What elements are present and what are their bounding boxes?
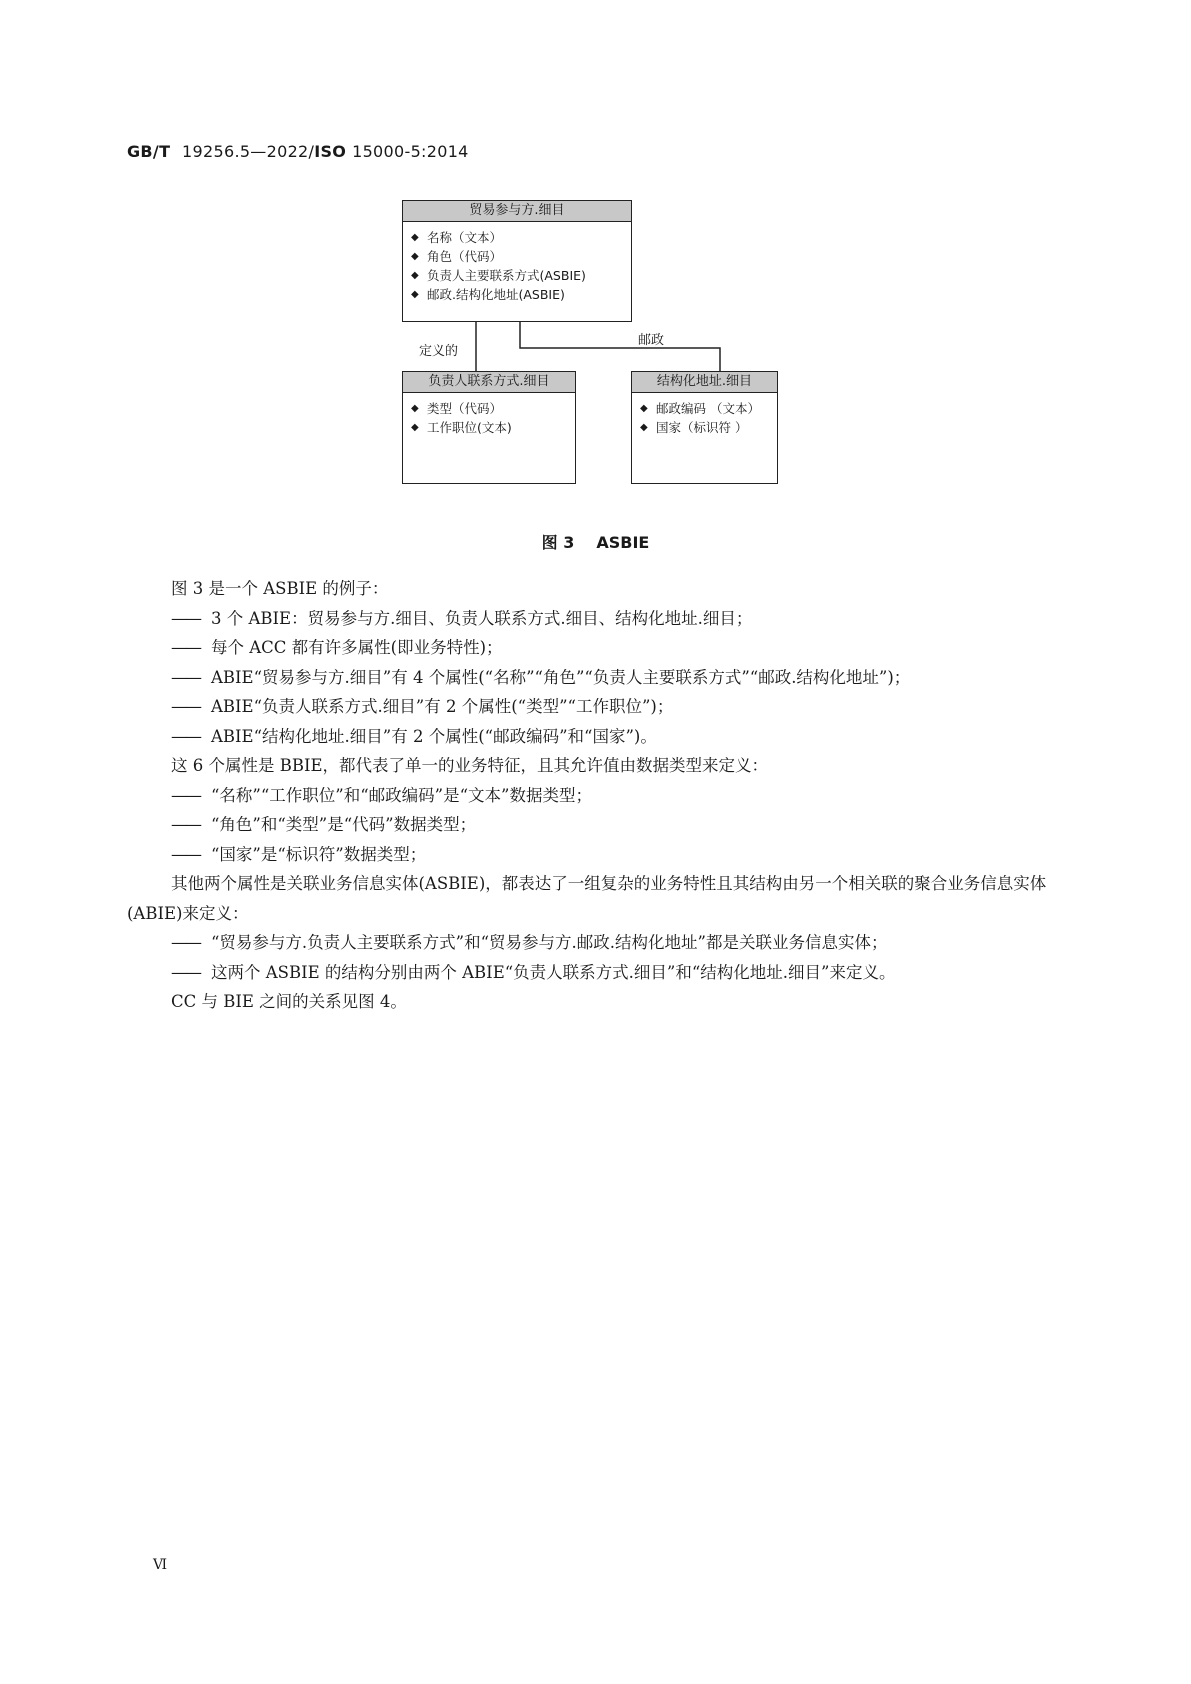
uml-attribute-text: 邮政.结构化地址(ASBIE) <box>427 287 565 302</box>
uml-box-address <box>631 371 778 484</box>
uml-attribute <box>411 399 575 418</box>
list-dash: —— <box>171 962 200 982</box>
paragraph: 图 3 是一个 ASBIE 的例子： <box>171 579 389 598</box>
uml-attribute-text: 名称（文本） <box>427 230 503 245</box>
header-prefix: GB/T <box>127 142 171 161</box>
list-dash: —— <box>171 608 200 628</box>
list-item-text: ABIE“负责人联系方式.细目”有 2 个属性(“类型”“工作职位”)； <box>211 697 674 716</box>
bullet-icon: ◆ <box>411 289 419 300</box>
bullet-icon: ◆ <box>640 422 648 433</box>
paragraph: CC 与 BIE 之间的关系见图 4。 <box>171 992 407 1011</box>
uml-attribute-text: 邮政编码 （文本） <box>656 401 760 416</box>
uml-attribute-list <box>403 222 631 304</box>
uml-attribute-text: 工作职位(文本) <box>427 420 512 435</box>
list-item <box>127 928 1059 958</box>
uml-attribute-text: 角色（代码） <box>427 249 503 264</box>
list-dash: —— <box>171 638 200 657</box>
connector-postal <box>520 321 720 371</box>
list-item-text: “名称”“工作职位”和“邮政编码”是“文本”数据类型； <box>211 785 592 805</box>
uml-attribute-list <box>403 393 575 437</box>
uml-attribute-text: 类型（代码） <box>427 401 503 416</box>
header-iso-number: 15000-5:2014 <box>352 142 469 161</box>
list-dash: —— <box>171 815 200 834</box>
list-item-text: “贸易参与方.负责人主要联系方式”和“贸易参与方.邮政.结构化地址”都是关联业务信息实体； <box>211 933 888 952</box>
bullet-icon: ◆ <box>640 403 648 414</box>
paragraph: 这 6 个属性是 BBIE，都代表了单一的业务特征，且其允许值由数据类型来定义： <box>171 756 769 775</box>
uml-box-title: 贸易参与方.细目 <box>403 201 631 222</box>
list-item <box>127 722 1059 752</box>
list-dash: —— <box>171 844 200 864</box>
page-number: Ⅵ <box>153 1557 168 1573</box>
bullet-icon: ◆ <box>411 422 419 433</box>
uml-box-contact <box>402 371 576 484</box>
list-dash: —— <box>171 726 200 746</box>
uml-attribute <box>411 418 575 437</box>
header-iso: ISO <box>314 142 347 161</box>
list-item-text: 这两个 ASBIE 的结构分别由两个 ABIE“负责人联系方式.细目”和“结构化地址.细目”来定义。 <box>211 962 896 982</box>
uml-attribute-text: 国家（标识符 ） <box>656 420 748 435</box>
uml-attribute <box>411 247 631 266</box>
uml-attribute-text: 负责人主要联系方式(ASBIE) <box>427 268 586 283</box>
body-text <box>127 574 1059 1017</box>
list-item-text: “国家”是“标识符”数据类型； <box>211 844 427 864</box>
uml-attribute <box>411 266 631 285</box>
list-dash: —— <box>171 785 200 805</box>
list-item <box>127 604 1059 634</box>
uml-box-title: 负责人联系方式.细目 <box>403 372 575 393</box>
uml-attribute <box>640 399 777 418</box>
role-label-defined: 定义的 <box>419 344 459 359</box>
list-item-text: ABIE“结构化地址.细目”有 2 个属性(“邮政编码”和“国家”)。 <box>211 726 657 746</box>
figure-caption <box>0 530 1191 553</box>
bullet-icon: ◆ <box>411 251 419 262</box>
list-item-text: 3 个 ABIE：贸易参与方.细目、负责人联系方式.细目、结构化地址.细目； <box>211 608 753 628</box>
uml-box-trade-party <box>402 200 632 322</box>
list-item <box>127 958 1059 988</box>
bullet-icon: ◆ <box>411 403 419 414</box>
list-item <box>127 633 1059 663</box>
list-item <box>127 692 1059 722</box>
paragraph: 其他两个属性是关联业务信息实体(ASBIE)，都表达了一组复杂的业务特性且其结构由另一个相关联的聚合业务信息实体(ABIE)来定义： <box>127 874 1047 923</box>
uml-box-title: 结构化地址.细目 <box>632 372 777 393</box>
list-item <box>127 781 1059 811</box>
uml-attribute <box>411 228 631 247</box>
list-item <box>127 840 1059 870</box>
bullet-icon: ◆ <box>411 232 419 243</box>
list-item-text: 每个 ACC 都有许多属性(即业务特性)； <box>211 638 503 657</box>
list-dash: —— <box>171 667 200 687</box>
uml-attribute <box>640 418 777 437</box>
figure-number: 图 3 <box>541 533 575 552</box>
uml-attribute <box>411 285 631 304</box>
list-item-text: ABIE“贸易参与方.细目”有 4 个属性(“名称”“角色”“负责人主要联系方式”“邮政.结构化地址”)； <box>211 667 911 687</box>
list-dash: —— <box>171 933 200 952</box>
figure-title: ASBIE <box>596 533 650 552</box>
bullet-icon: ◆ <box>411 270 419 281</box>
list-item <box>127 663 1059 693</box>
list-dash: —— <box>171 697 200 716</box>
role-label-postal: 邮政 <box>638 333 665 348</box>
list-item <box>127 810 1059 840</box>
list-item-text: “角色”和“类型”是“代码”数据类型； <box>211 815 477 834</box>
uml-attribute-list <box>632 393 777 437</box>
header-number: 19256.5—2022/ <box>182 142 315 161</box>
